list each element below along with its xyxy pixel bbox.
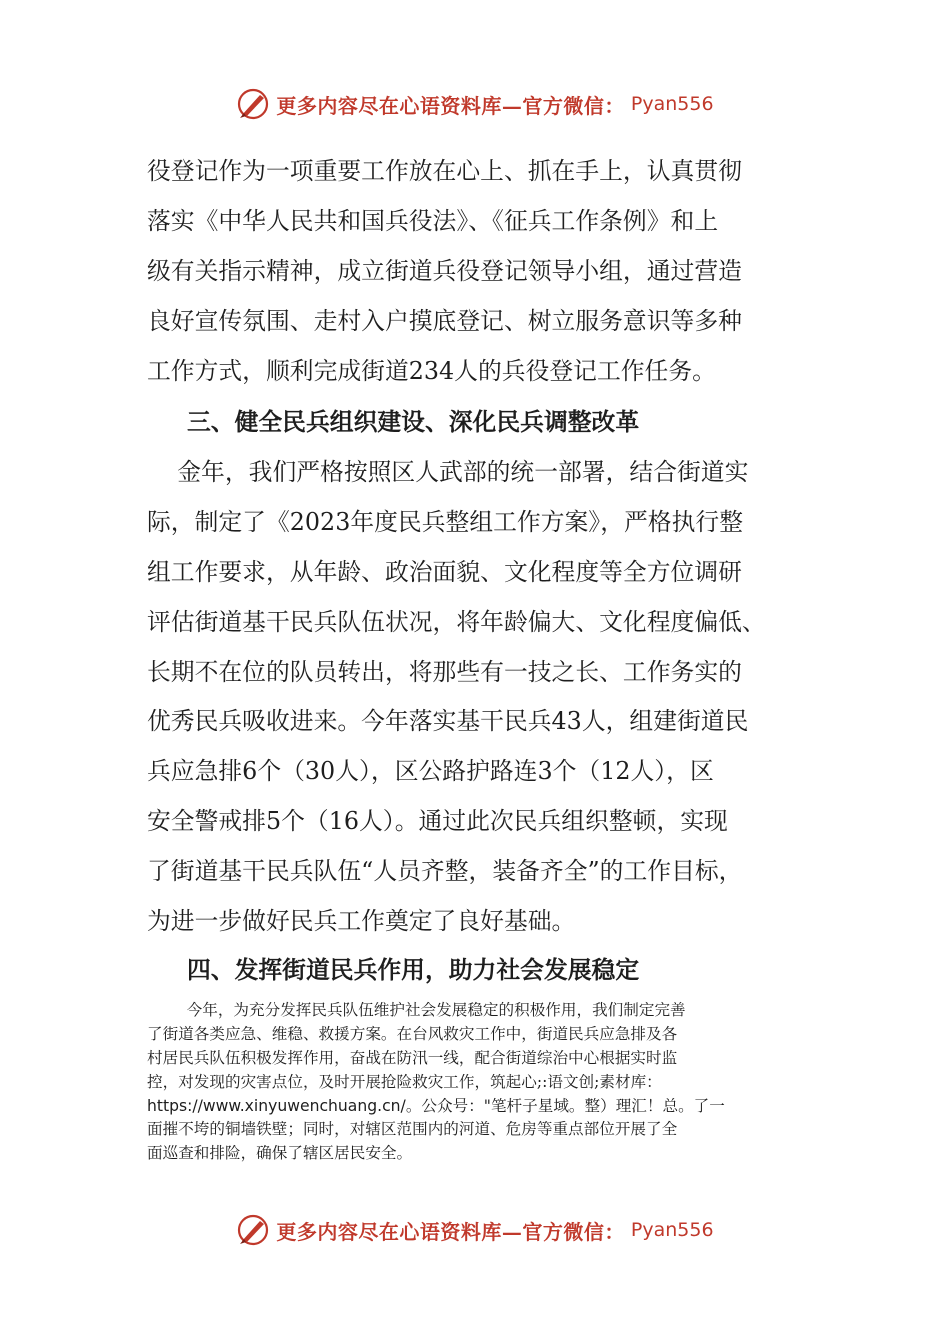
text-line: 评估街道基干民兵队伍状况，将年龄偏大、文化程度偏低、 xyxy=(147,607,766,636)
section-heading-4: 四、发挥街道民兵作用，助力社会发展稳定 xyxy=(187,956,640,984)
paragraph-1 xyxy=(147,147,807,396)
text-line: 落实《中华人民共和国兵役法》、《征兵工作条例》和上 xyxy=(147,206,719,235)
text-line: 组工作要求，从年龄、政治面貌、文化程度等全方位调研 xyxy=(147,557,742,586)
text-line: 长期不在位的队员转出，将那些有一技之长、工作务实的 xyxy=(147,657,742,686)
header-banner xyxy=(0,84,950,124)
text-line: 控，对发现的灾害点位，及时开展抢险救灾工作，筑起心;:语文创;素材库： xyxy=(147,1072,662,1091)
text-line: 优秀民兵吸收进来。今年落实基干民兵43人，组建街道民 xyxy=(147,707,749,736)
text-line: 面摧不垮的铜墙铁壁；同时，对辖区范围内的河道、危房等重点部位开展了全 xyxy=(147,1120,678,1139)
text-line: 良好宣传氛围、走村入户摸底登记、树立服务意识等多种 xyxy=(147,306,742,335)
text-line: 工作方式，顺利完成街道234人的兵役登记工作任务。 xyxy=(147,356,716,385)
text-line: 为进一步做好民兵工作奠定了良好基础。 xyxy=(147,907,576,936)
text-line: 际，制定了《2023年度民兵整组工作方案》，严格执行整 xyxy=(147,507,743,536)
text-line-tail: 。公众号："笔杆子星域。整）理汇！总。了一 xyxy=(405,1096,725,1115)
text-line: 了街道各类应急、维稳、救援方案。在台风救灾工作中，街道民兵应急排及各 xyxy=(147,1024,678,1043)
paragraph-3 xyxy=(147,999,807,1166)
banner-account: Pyan556 xyxy=(630,93,714,115)
text-line: 今年，为充分发挥民兵队伍维护社会发展稳定的积极作用，我们制定完善 xyxy=(147,1001,686,1019)
text-line: 村居民兵队伍积极发挥作用，奋战在防汛一线，配合街道综治中心根据实时监 xyxy=(147,1048,678,1067)
text-line: 安全警戒排5个（16人）。通过此次民兵组织整顿，实现 xyxy=(147,807,728,836)
text-line xyxy=(147,1095,807,1119)
text-line: 级有关指示精神，成立街道兵役登记领导小组，通过营造 xyxy=(147,256,742,285)
text-line: 面巡查和排险，确保了辖区居民安全。 xyxy=(147,1144,413,1163)
text-line: 了街道基干民兵队伍“人员齐整，装备齐全”的工作目标， xyxy=(147,857,743,886)
banner-text: 更多内容尽在心语资料库—官方微信： xyxy=(276,93,625,118)
pen-circle-logo-icon xyxy=(236,87,270,121)
text-line: 金年，我们严格按照区人武部的统一部署，结合街道实 xyxy=(147,458,749,486)
text-line: 役登记作为一项重要工作放在心上、抓在手上，认真贯彻 xyxy=(147,157,742,185)
pen-circle-logo-icon xyxy=(236,1213,270,1247)
source-url-link[interactable]: https://www.xinyuwenchuang.cn/ xyxy=(147,1096,406,1115)
text-line: 兵应急排6个（30人），区公路护路连3个（12人），区 xyxy=(147,757,714,786)
banner-account: Pyan556 xyxy=(630,1219,714,1241)
section-heading-3: 三、健全民兵组织建设、深化民兵调整改革 xyxy=(187,408,640,436)
footer-banner xyxy=(0,1210,950,1250)
paragraph-2 xyxy=(147,448,807,947)
banner-text: 更多内容尽在心语资料库—官方微信： xyxy=(276,1219,625,1244)
